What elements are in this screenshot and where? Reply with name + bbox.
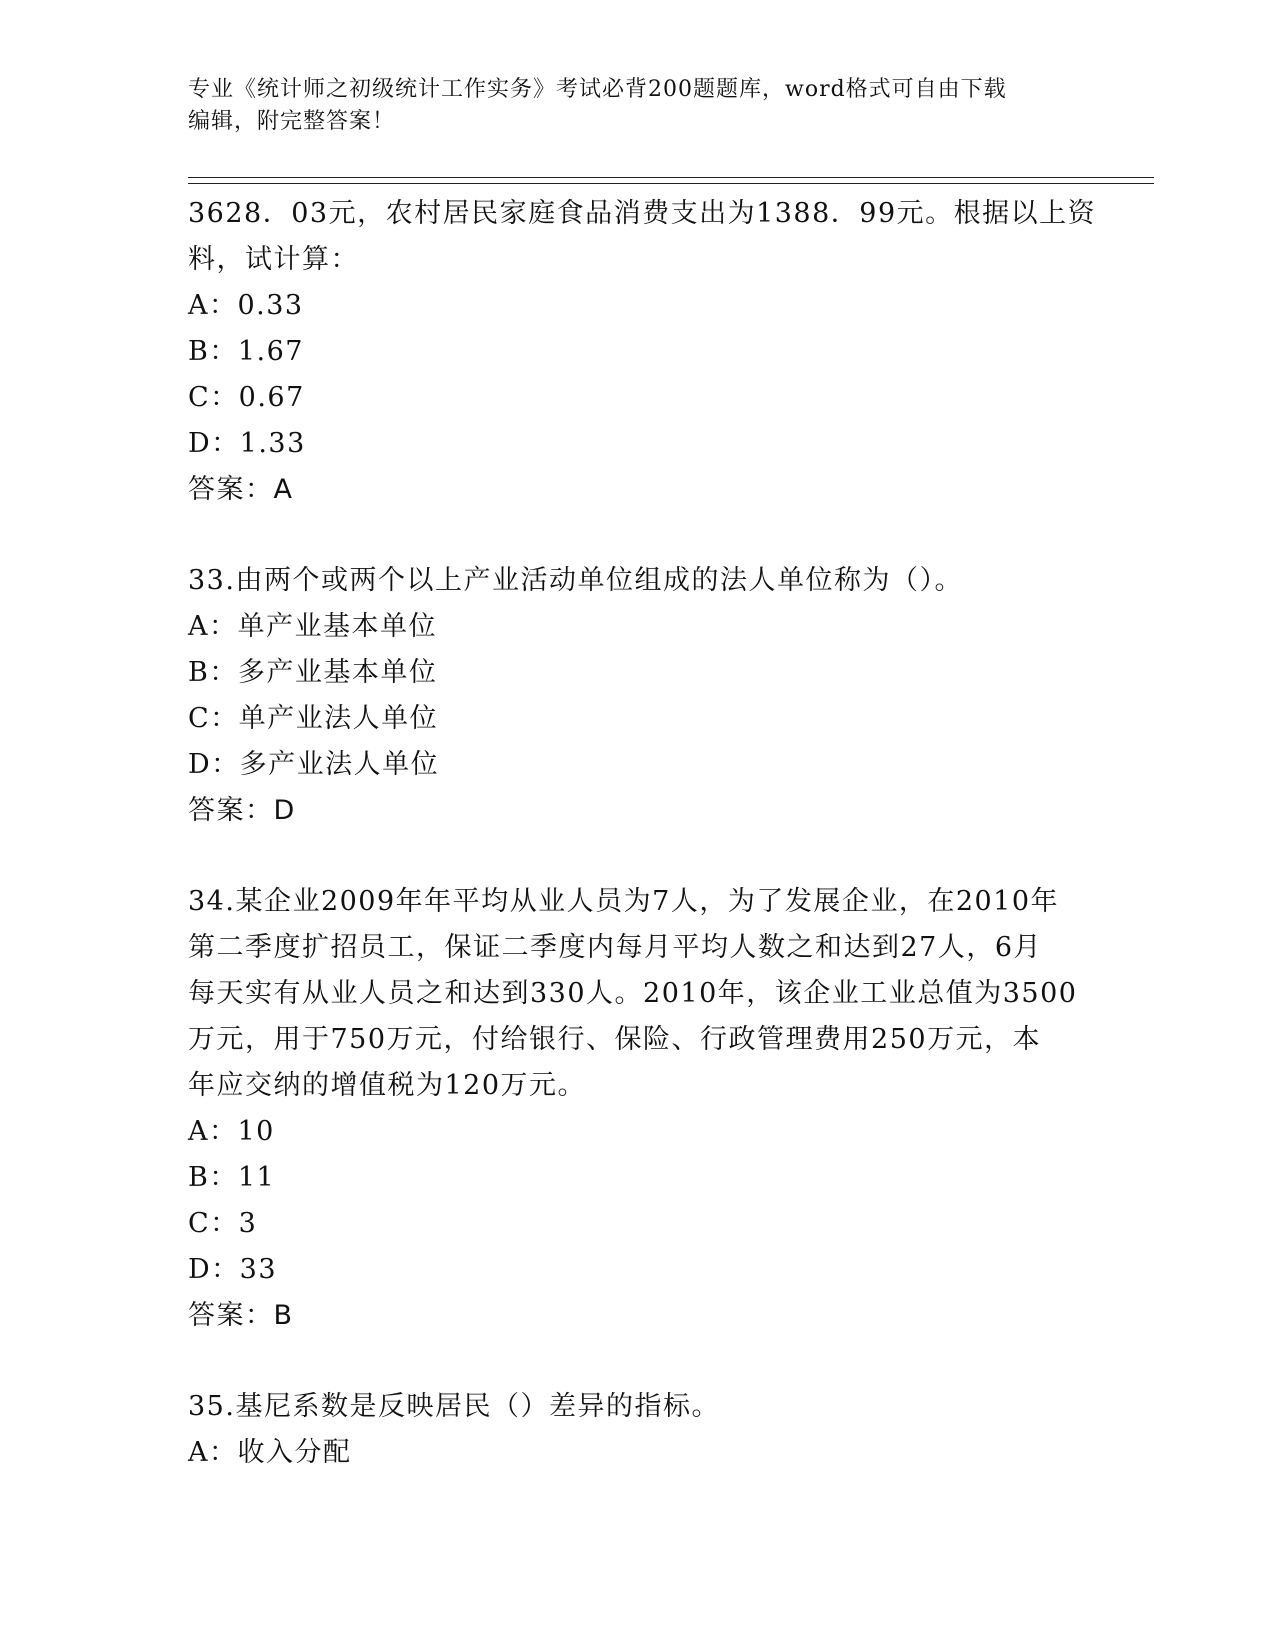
question-text-line: 35.基尼系数是反映居民（）差异的指标。 bbox=[188, 1391, 720, 1422]
question-list bbox=[188, 191, 1097, 1476]
option-d: D：1.33 bbox=[188, 428, 306, 459]
option-d: D：多产业法人单位 bbox=[188, 749, 440, 780]
answer-label: 答案：D bbox=[188, 795, 296, 826]
option-a: A：10 bbox=[188, 1116, 275, 1147]
option-c: C：3 bbox=[188, 1208, 258, 1239]
question-text-line: 33.由两个或两个以上产业活动单位组成的法人单位称为（）。 bbox=[188, 565, 963, 596]
answer-label: 答案：B bbox=[188, 1300, 294, 1331]
option-a: A：收入分配 bbox=[188, 1437, 352, 1468]
question-33 bbox=[188, 558, 1088, 834]
option-c: C：单产业法人单位 bbox=[188, 703, 439, 734]
option-b: B：11 bbox=[188, 1162, 276, 1193]
question-text-line: 料，试计算： bbox=[188, 244, 359, 275]
question-text-line: 每天实有从业人员之和达到330人。2010年，该企业工业总值为3500 bbox=[188, 978, 1078, 1009]
document-header bbox=[188, 74, 1068, 138]
option-b: B：1.67 bbox=[188, 336, 304, 367]
header-line-2: 编辑，附完整答案！ bbox=[188, 109, 396, 134]
answer-label: 答案：A bbox=[188, 474, 294, 505]
question-text-line: 年应交纳的增值税为120万元。 bbox=[188, 1070, 587, 1101]
option-a: A：0.33 bbox=[188, 290, 304, 321]
question-text-line: 第二季度扩招员工，保证二季度内每月平均人数之和达到27人，6月 bbox=[188, 932, 1043, 963]
question-32 bbox=[188, 191, 1097, 513]
question-35 bbox=[188, 1384, 1088, 1476]
option-b: B：多产业基本单位 bbox=[188, 657, 438, 688]
question-text-line: 3628．03元，农村居民家庭食品消费支出为1388．99元。根据以上资 bbox=[188, 198, 1097, 229]
header-divider-bottom bbox=[188, 183, 1154, 184]
option-a: A：单产业基本单位 bbox=[188, 611, 437, 642]
question-text-line: 34.某企业2009年年平均从业人员为7人，为了发展企业，在2010年 bbox=[188, 886, 1060, 917]
question-text-line: 万元，用于750万元，付给银行、保险、行政管理费用250万元，本 bbox=[188, 1024, 1042, 1055]
option-d: D：33 bbox=[188, 1254, 278, 1285]
question-34 bbox=[188, 879, 1088, 1339]
header-line-1: 专业《统计师之初级统计工作实务》考试必背200题题库，word格式可自由下载 bbox=[188, 77, 1007, 102]
header-divider-top bbox=[188, 177, 1154, 178]
option-c: C：0.67 bbox=[188, 382, 305, 413]
